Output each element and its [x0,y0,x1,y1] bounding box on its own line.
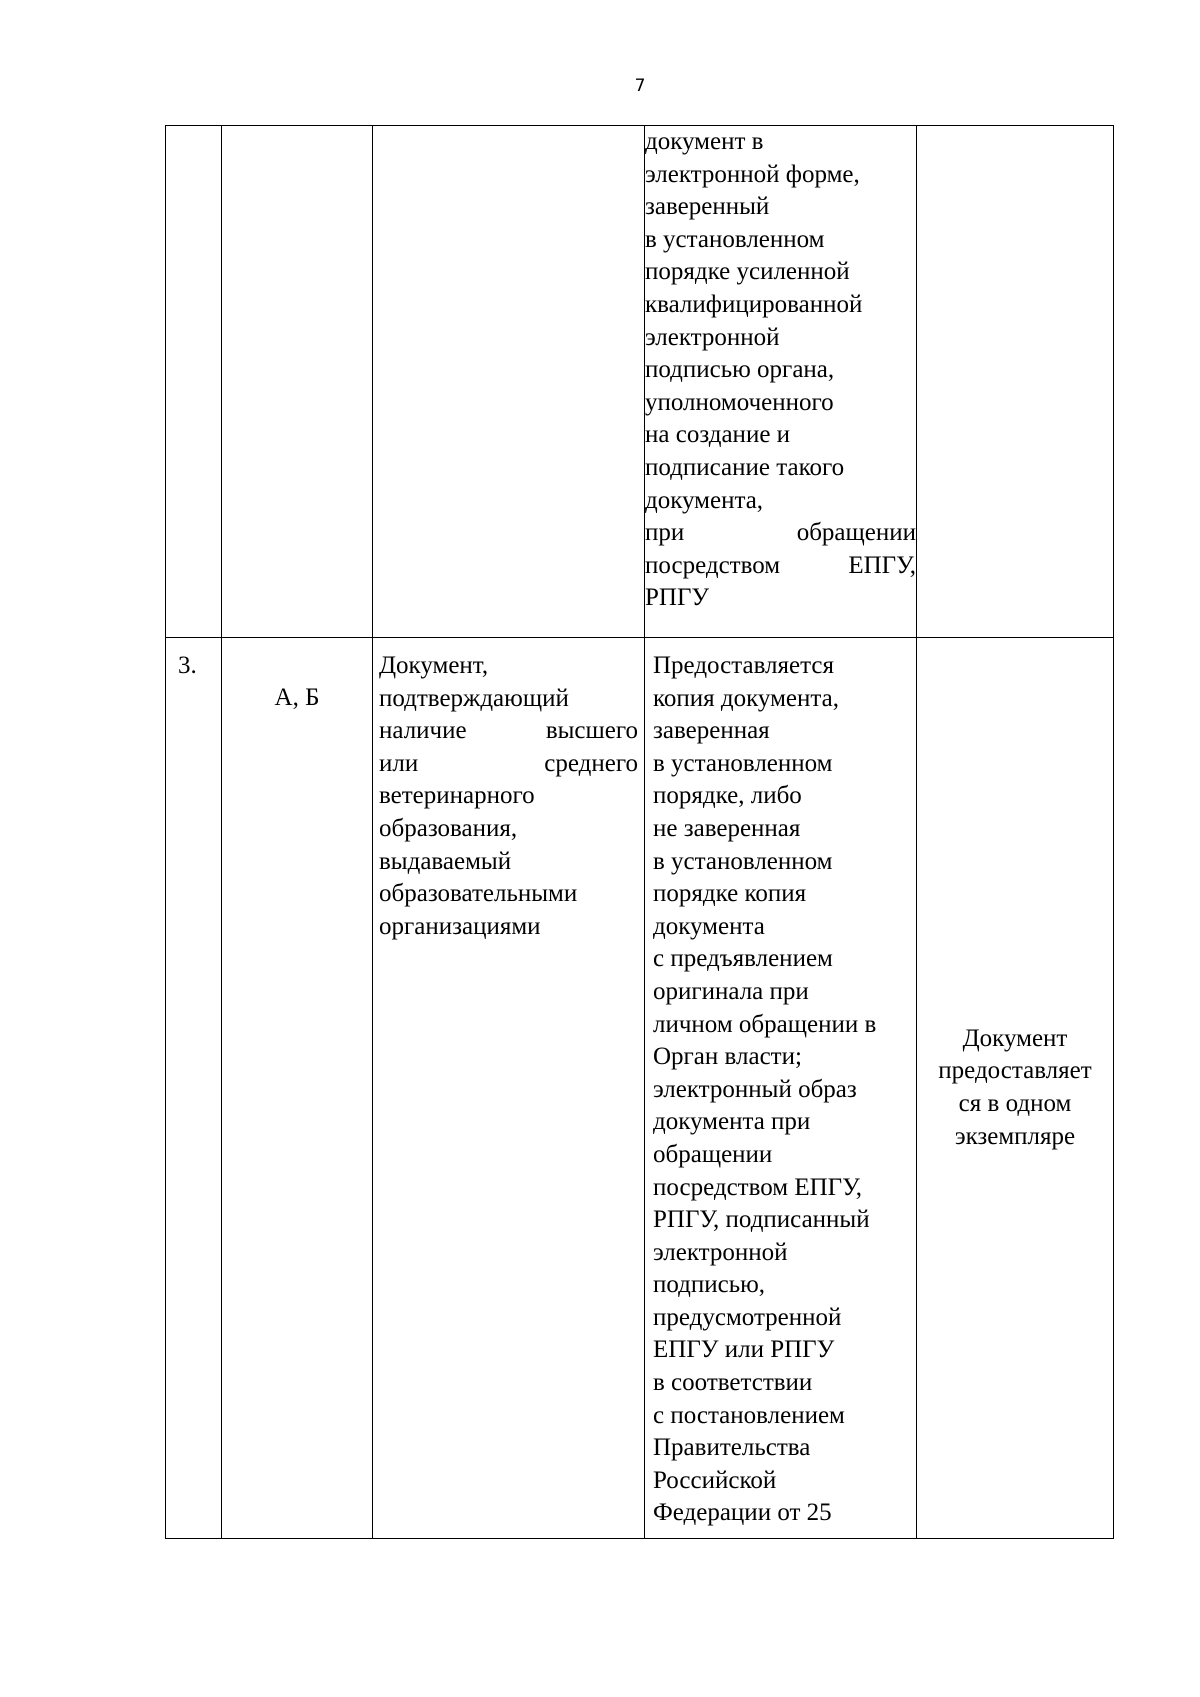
row-number-cell: 3. [166,638,222,1539]
note-text: Документ предоставляет ся в одном экземпляре [938,1024,1092,1150]
text-line: электронной [645,323,780,351]
text-line: документ в [645,128,764,155]
note-cell [917,126,1114,638]
document-name-text [373,638,644,943]
text-line: образования, [379,814,518,842]
text-line: ветеринарного [379,782,535,810]
text-line: документа, [645,486,764,514]
row-number-cell [166,126,222,638]
text-line: подписью органа, [645,356,835,384]
page-number: 7 [634,76,646,96]
document-form-text [645,126,916,615]
applicant-category-cell: А, Б [222,638,373,1539]
text-line: выдаваемый [379,847,512,875]
text-line: посредством ЕПГУ, [645,551,916,579]
table-row [166,638,1114,1539]
requirements-table [165,125,1114,1539]
text-line: организациями [379,912,541,940]
document-name-cell [373,126,645,638]
text-line: при обращении [645,519,916,547]
text-line: подписание такого [645,453,845,481]
document-form-text: Предоставляется копия документа, заверенная в установленном порядке, либо не заверенная в установленном порядке копия документа с предъявлением оригинала при личном обращении в Орган власти; электронный образ документа при обращении посредством ЕПГУ, РПГУ, подписанный электронной подписью, предусмотренной ЕПГУ или РПГУ в соответствии с постановлением Правительства Российской Федерации от 25 [653,652,877,1527]
text-line: наличие высшего [379,717,638,745]
document-name-cell [373,638,645,1539]
text-line: уполномоченного [645,388,834,416]
text-line: электронной форме, [645,160,860,188]
text-line: Документ, [379,652,489,679]
text-line: или среднего [379,749,638,777]
text-line: в установленном [645,225,825,253]
document-form-cell [645,126,917,638]
text-line: квалифицированной [645,290,863,318]
text-line: заверенный [645,193,770,221]
document-form-cell [645,638,917,1539]
text-line: порядке усиленной [645,258,850,286]
note-cell [917,638,1114,1539]
text-line: на создание и [645,421,791,449]
text-line: РПГУ [645,584,710,612]
text-line: образовательными [379,880,578,908]
text-line: подтверждающий [379,684,569,712]
table-row [166,126,1114,638]
applicant-category-cell [222,126,373,638]
